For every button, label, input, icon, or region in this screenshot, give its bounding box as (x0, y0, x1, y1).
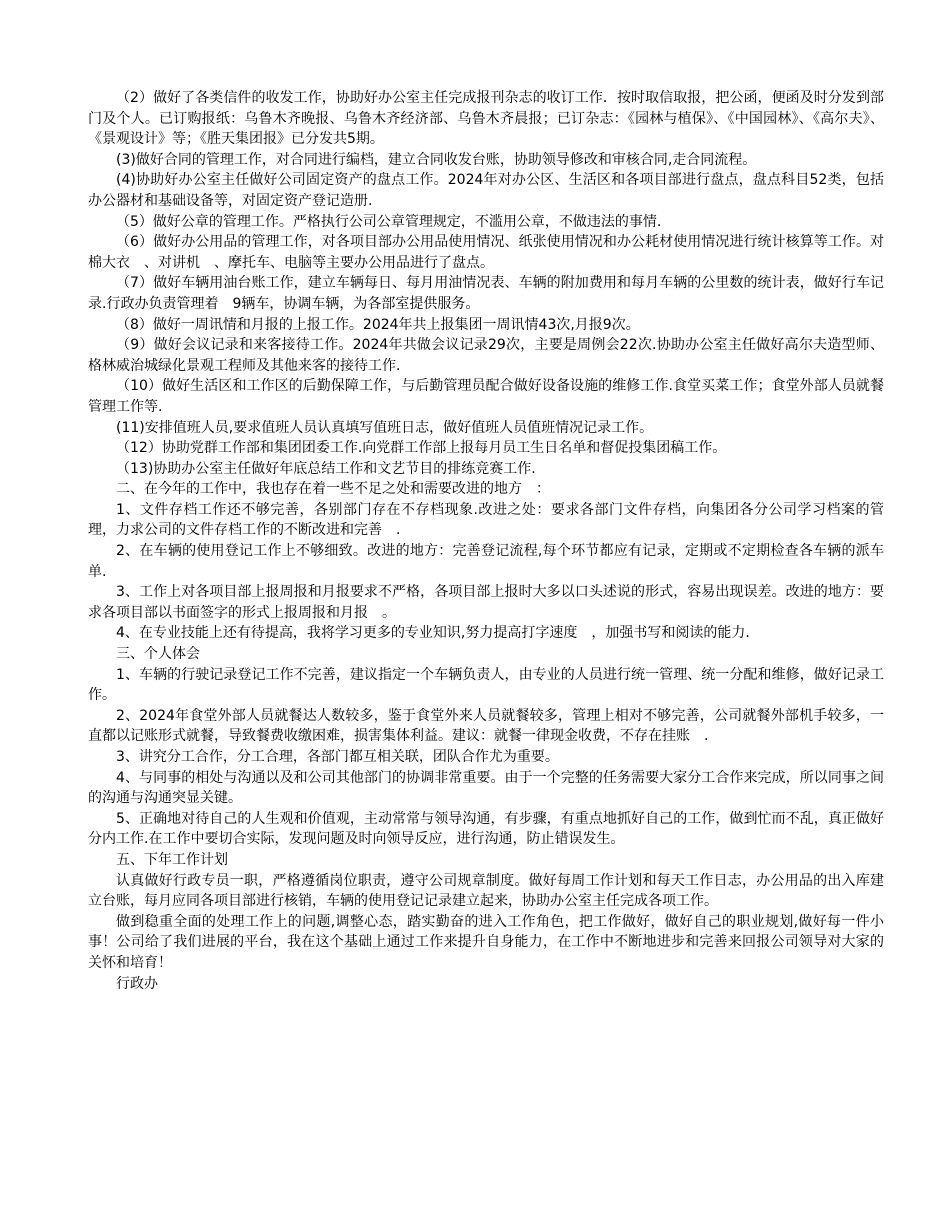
experience-item-3: 3、讲究分工合作，分工合理，各部门都互相关联，团队合作尤为重要。 (116, 749, 559, 765)
paragraph-item-12: （12）协助党群工作部和集团团委工作.向党群工作部上报每月员工生日名单和督促投集团稿工作。 (116, 440, 727, 457)
paragraph-item-9: （9）做好会议记录和来客接待工作。2024年共做会议记录29次，主要是周例会22次.协助办公室主任做好高尔夫造型师、格林威治城绿化景观工程师及其他来客的接待工作. (88, 337, 884, 374)
paragraph-item-3: (3)做好合同的管理工作，对合同进行编档，建立合同收发台账，协助领导修改和审核合同,走合同流程。 (116, 151, 757, 168)
paragraph-item-7: （7）做好车辆用油台账工作，建立车辆每日、每月用油情况表、车辆的附加费用和每月车辆的公里数的统计表，做好行车记录.行政办负责管理着 9辆车，协调车辆，为各部室提供服务。 (88, 275, 884, 312)
paragraph-item-11: (11)安排值班人员,要求值班人员认真填写值班日志，做好值班人员值班情况记录工作。 (116, 419, 654, 436)
paragraph-item-8: （8）做好一周讯情和月报的上报工作。2024年共上报集团一周讯情43次,月报9次。 (116, 316, 640, 333)
experience-item-2: 2、2024年食堂外部人员就餐达人数较多，鉴于食堂外来人员就餐较多，管理上相对不够完善，公司就餐外部机手较多，一直都以记账形式就餐，导致餐费收缴困难，损害集体利益。建议：就餐一律现金收费，不存在挂账 . (88, 707, 884, 745)
section-heading-plan: 五、下年工作计划 (116, 851, 228, 868)
paragraph-item-10: （10）做好生活区和工作区的后勤保障工作，与后勤管理员配合做好设备设施的维修工作.食堂买菜工作；食堂外部人员就餐管理工作等. (88, 378, 884, 415)
experience-item-1: 1、车辆的行驶记录登记工作不完善，建议指定一个车辆负责人，由专业的人员进行统一管理、统一分配和维修，做好记录工作。 (88, 666, 884, 704)
paragraph-item-13: （13)协助办公室主任做好年底总结工作和文艺节目的排练竞赛工作. (116, 460, 536, 477)
section-heading-experience: 三、个人体会 (116, 646, 200, 663)
paragraph-item-4: (4)协助好办公室主任做好公司固定资产的盘点工作。2024年对办公区、生活区和各项目部进行盘点，盘点科目52类，包括办公器材和基础设备等，对固定资产登记造册. (88, 172, 884, 209)
plan-paragraph-2: 做到稳重全面的处理工作上的问题,调整心态，踏实勤奋的进入工作角色，把工作做好，做好自己的职业规划,做好每一件小事！公司给了我们进展的平台，我在这个基础上通过工作来提升自身能力，在工作中不断地进步和完善来回报公司领导对大家的关怀和培育！ (88, 913, 884, 971)
experience-item-5: 5、正确地对待自己的人生观和价值观，主动常常与领导沟通，有步骤，有重点地抓好自己的工作，做到忙而不乱，真正做好分内工作.在工作中要切合实际，发现问题及时向领导反应，进行沟通，防止错误发生。 (88, 810, 884, 848)
shortcoming-item-4: 4、在专业技能上还有待提高，我将学习更多的专业知识,努力提高打字速度 ，加强书写和阅读的能力. (116, 625, 750, 642)
shortcoming-item-3: 3、工作上对各项目部上报周报和月报要求不严格，各项目部上报时大多以口头述说的形式，容易出现误差。改进的地方：要求各项目部以书面签字的形式上报周报和月报 。 (88, 584, 884, 621)
shortcoming-item-2: 2、在车辆的使用登记工作上不够细致。改进的地方：完善登记流程,每个环节都应有记录，定期或不定期检查各车辆的派车单. (88, 543, 884, 580)
signature-department: 行政办 (116, 975, 158, 992)
experience-item-4: 4、与同事的相处与沟通以及和公司其他部门的协调非常重要。由于一个完整的任务需要大家分工合作来完成，所以同事之间的沟通与沟通突显关键。 (88, 769, 884, 807)
paragraph-item-6: （6）做好办公用品的管理工作，对各项目部办公用品使用情况、纸张使用情况和办公耗材使用情况进行统计核算等工作。对棉大衣 、对讲机 、摩托车、电脑等主要办公用品进行了盘点。 (88, 234, 884, 271)
shortcoming-item-1: 1、文件存档工作还不够完善，各别部门存在不存档现象.改进之处：要求各部门文件存档，向集团各分公司学习档案的管理，力求公司的文件存档工作的不断改进和完善 . (88, 501, 884, 539)
paragraph-item-5: （5）做好公章的管理工作。严格执行公司公章管理规定，不滥用公章，不做违法的事情. (116, 213, 662, 230)
plan-paragraph-1: 认真做好行政专员一职，严格遵循岗位职责，遵守公司规章制度。做好每周工作计划和每天工作日志，办公用品的出入库建立台账，每月应同各项目部进行核销，车辆的使用登记记录建立起来，协助办公室主任完成各项工作。 (88, 872, 884, 910)
section-heading-shortcomings: 二、在今年的工作中，我也存在着一些不足之处和需要改进的地方 ： (116, 481, 550, 498)
paragraph-item-2: （2）做好了各类信件的收发工作，协助好办公室主任完成报刊杂志的收订工作．按时取信取报，把公函，便函及时分发到部门及个人。已订购报纸：乌鲁木齐晚报、乌鲁木齐经济部、乌鲁木齐晨报；已订杂志：《园林与植保》、《中国园林》、《高尔夫》、《景观设计》等；《胜天集团报》已分发共5期。 (88, 90, 884, 148)
